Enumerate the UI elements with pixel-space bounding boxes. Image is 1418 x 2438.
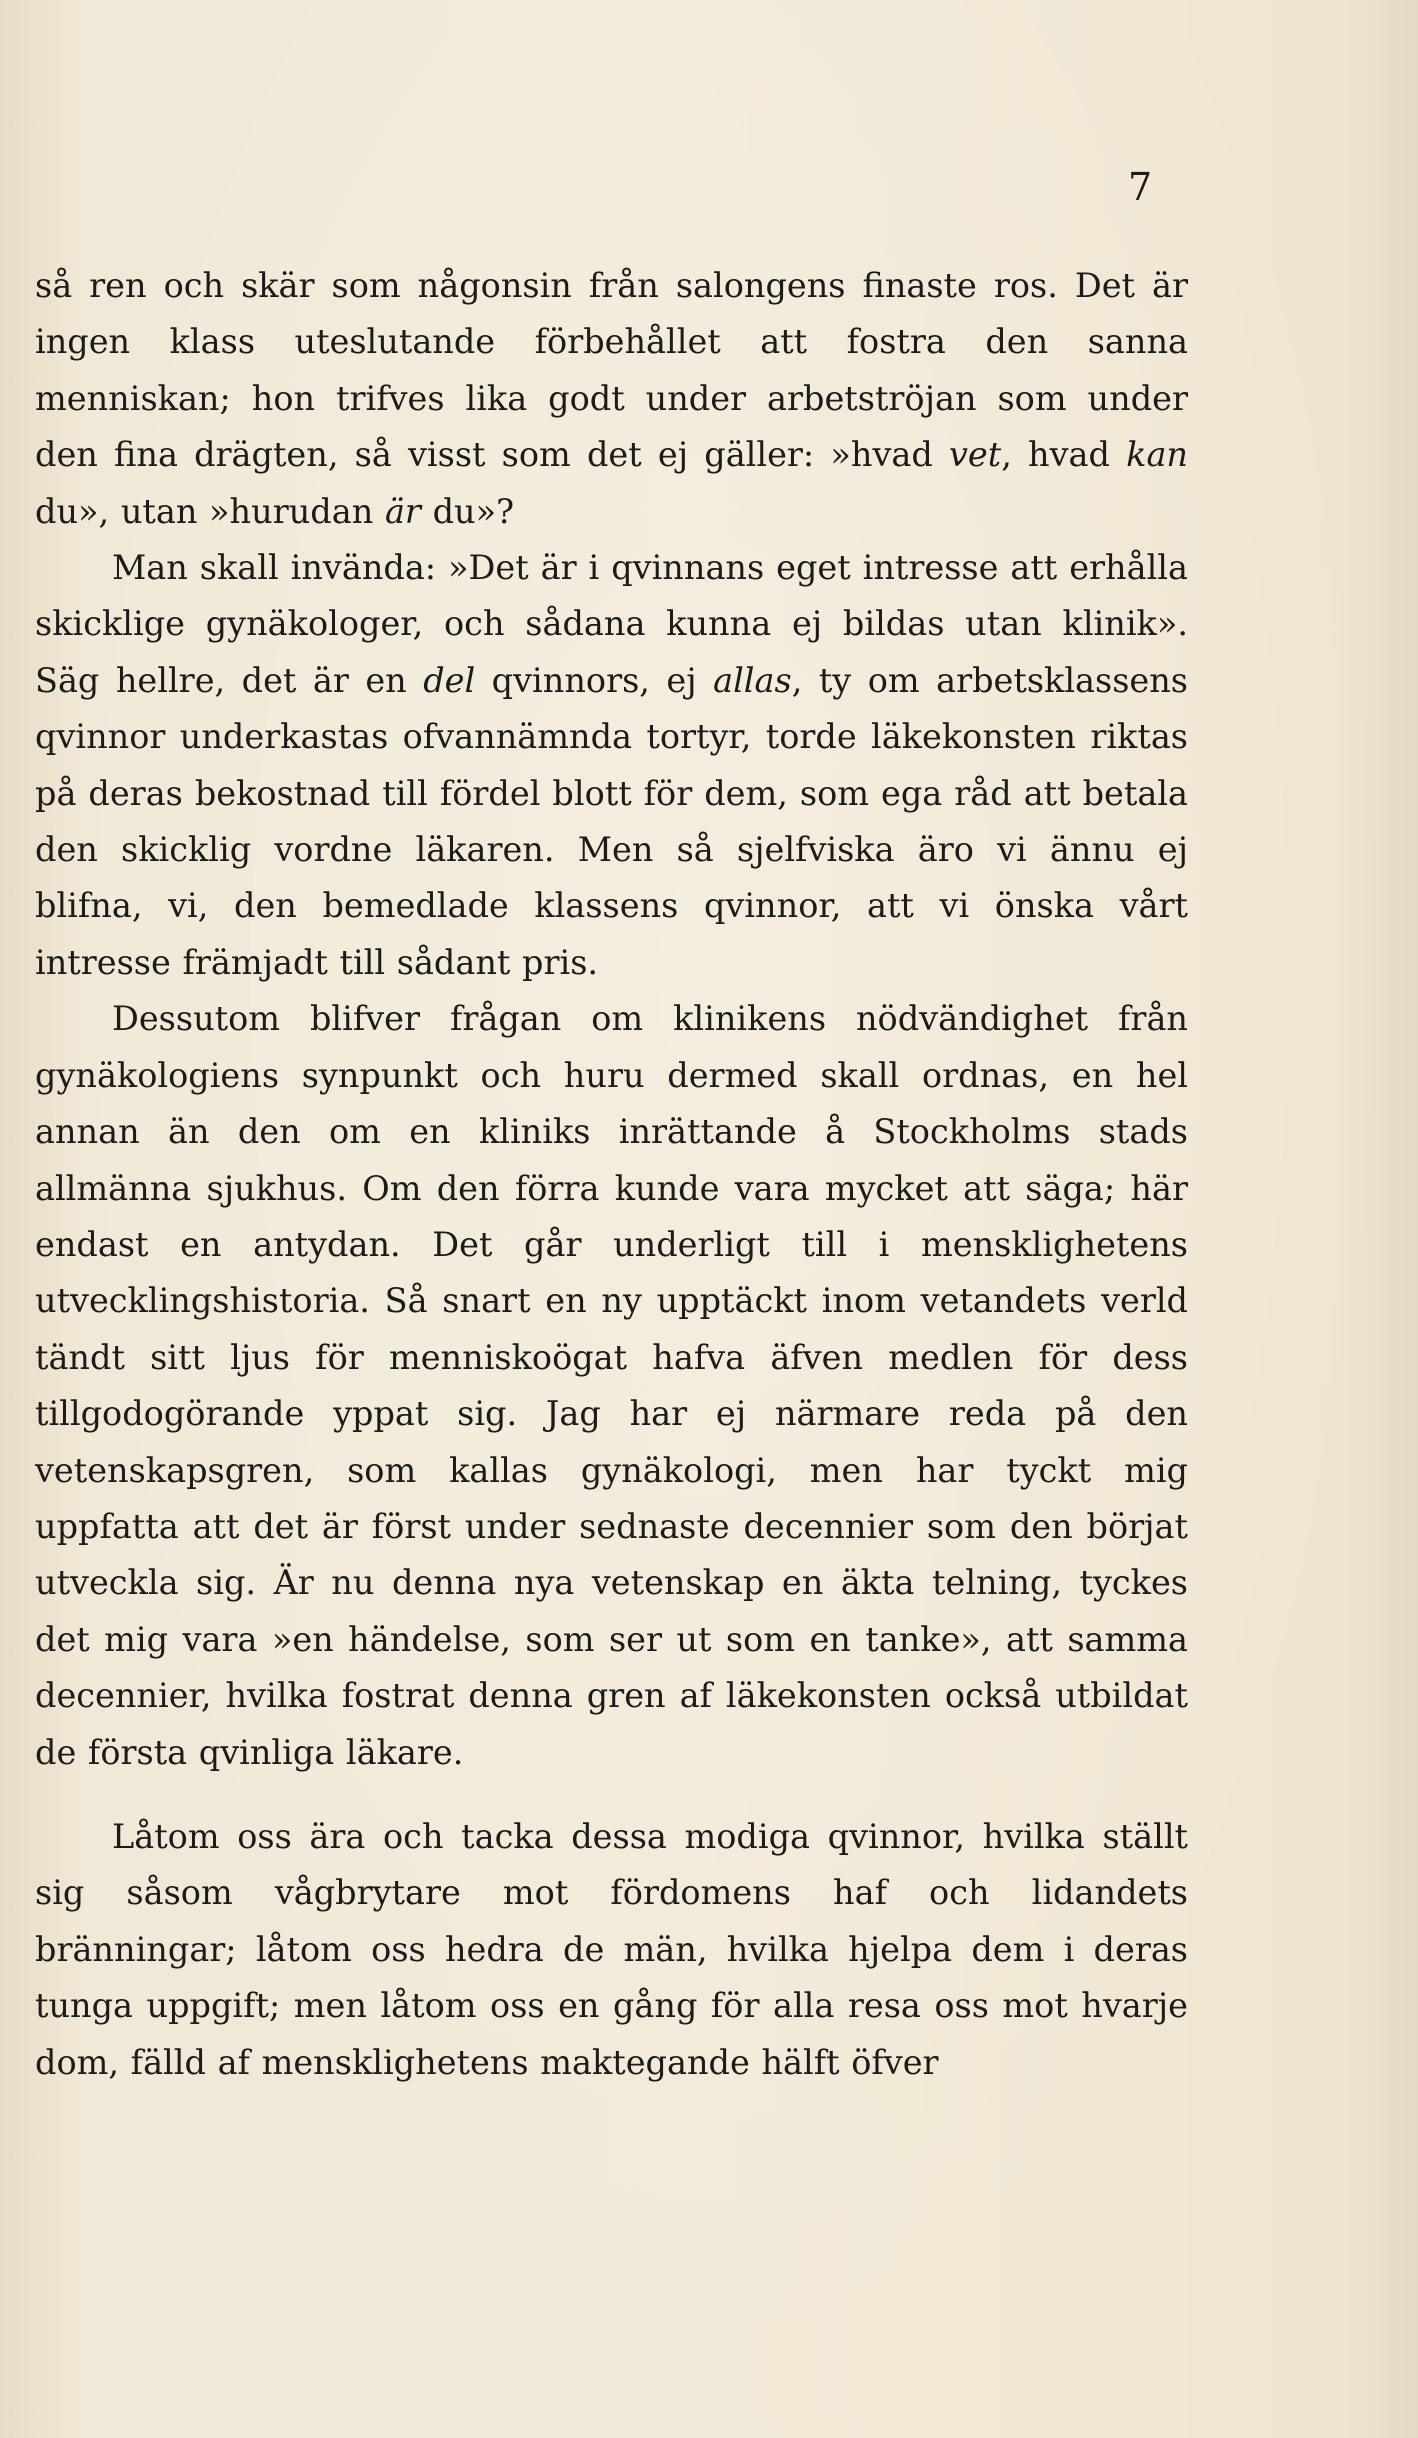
text-run: qvinnors, ej: [475, 660, 714, 700]
text-run: du», utan »hurudan: [35, 491, 385, 531]
body-text: [35, 258, 1188, 2091]
italic-word: del: [423, 660, 476, 700]
italic-word: kan: [1126, 435, 1188, 475]
text-run: , hvad: [1001, 435, 1127, 475]
text-run: Man skall invända: »Det är i qvinnans eget intresse att erhålla skicklige gynäkologer, och sådana kunna ej bildas utan klinik». Säg hellre, det är en: [35, 548, 1188, 700]
text-run: du»?: [420, 491, 515, 531]
paragraph-1: [35, 258, 1188, 540]
paragraph-2: [35, 540, 1188, 991]
page-number: 7: [1128, 165, 1153, 209]
paragraph-4: [35, 1809, 1188, 2091]
text-run: Låtom oss ära och tacka dessa modiga qvinnor, hvilka ställt sig såsom vågbrytare mot fördomens haf och lidandets bränningar; låtom oss hedra de män, hvilka hjelpa dem i deras tunga uppgift; men låtom oss en gång för alla resa oss mot hvarje dom, fälld af mensklighetens maktegande hälft öfver: [35, 1816, 1188, 2082]
text-run: så ren och skär som någonsin från salongens finaste ros. Det är ingen klass uteslutande förbehållet att fostra den sanna menniskan; hon trifves lika godt under arbetströjan som under den fina drägten, så visst som det ej gäller: »hvad: [35, 266, 1188, 475]
text-run: , ty om arbetsklassens qvinnor underkastas ofvannämnda tortyr, torde läkekonsten riktas på deras bekostnad till fördel blott för dem, som ega råd att betala den skicklig vordne läkaren. Men så sjelfviska äro vi ännu ej blifna, vi, den bemedlade klassens qvinnor, att vi önska vårt intresse främjadt till sådant pris.: [35, 660, 1188, 982]
italic-word: är: [384, 491, 421, 531]
text-run: Dessutom blifver frågan om klinikens nödvändighet från gynäkologiens synpunkt och huru dermed skall ordnas, en hel annan än den om en kliniks inrättande å Stockholms stads allmänna sjukhus. Om den förra kunde vara mycket att säga; här endast en antydan. Det går underligt till i mensklighetens utvecklingshistoria. Så snart en ny upptäckt inom vetandets verld tändt sitt ljus för menniskoögat hafva äfven medlen för dess tillgodogörande yppat sig. Jag har ej närmare reda på den vetenskapsgren, som kallas gynäkologi, men har tyckt mig uppfatta att det är först under sednaste decennier som den börjat utveckla sig. Är nu denna nya vetenskap en äkta telning, tyckes det mig vara »en händelse, som ser ut som en tanke», att samma decennier, hvilka fostrat denna gren af läkekonsten också utbildat de första qvinliga läkare.: [35, 999, 1188, 1772]
paragraph-3: [35, 991, 1188, 1781]
italic-word: allas: [713, 660, 792, 700]
italic-word: vet: [949, 435, 1002, 475]
